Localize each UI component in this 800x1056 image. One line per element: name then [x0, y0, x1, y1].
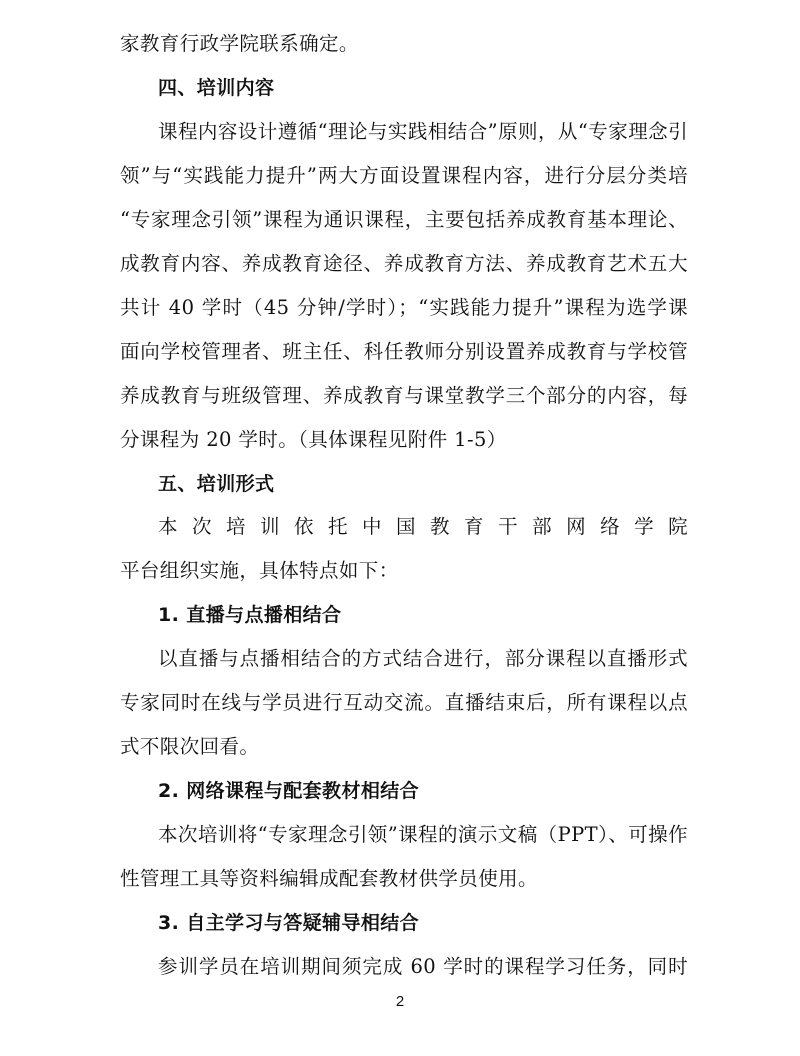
paragraph-line: 课程内容设计遵循“理论与实践相结合”原则，从“专家理念引 [158, 120, 688, 143]
paragraph-line: 平台组织实施，具体特点如下： [120, 559, 399, 582]
paragraph-line: 共计 40 学时（45 分钟/学时）；“实践能力提升”课程为选学课 [120, 296, 688, 319]
paragraph-line: 本次培训依托中国教育干部网络学院 [158, 515, 688, 538]
paragraph-line: “专家理念引领”课程为通识课程，主要包括养成教育基本理论、 [120, 208, 688, 231]
page-number: 2 [395, 993, 405, 1010]
paragraph-line: 面向学校管理者、班主任、科任教师分别设置养成教育与学校管 [120, 340, 688, 363]
paragraph-line: 性管理工具等资料编辑成配套教材供学员使用。 [120, 867, 538, 890]
paragraph-line: 养成教育与班级管理、养成教育与课堂教学三个部分的内容，每 [120, 384, 688, 407]
paragraph-line: 领”与“实践能力提升”两大方面设置课程内容，进行分层分类培 [120, 164, 688, 187]
paragraph-line: 专家同时在线与学员进行互动交流。直播结束后，所有课程以点 [120, 691, 688, 714]
section-heading-training-content: 四、培训内容 [158, 77, 275, 99]
subheading-live-and-on-demand: 1. 直播与点播相结合 [158, 604, 342, 626]
section-heading-training-format: 五、培训形式 [158, 473, 275, 495]
paragraph-line: 成教育内容、养成教育途径、养成教育方法、养成教育艺术五大 [120, 252, 688, 275]
paragraph-line: 参训学员在培训期间须完成 60 学时的课程学习任务，同时 [158, 955, 688, 978]
paragraph-line: 式不限次回看。 [120, 735, 260, 758]
paragraph-line: 本次培训将“专家理念引领”课程的演示文稿（PPT）、可操作 [158, 823, 688, 846]
paragraph-line: 分课程为 20 学时。（具体课程见附件 1-5） [120, 428, 507, 451]
paragraph-line: 家教育行政学院联系确定。 [120, 32, 359, 55]
paragraph-line: 以直播与点播相结合的方式结合进行，部分课程以直播形式 [158, 647, 688, 670]
subheading-online-courses-and-materials: 2. 网络课程与配套教材相结合 [158, 780, 420, 802]
subheading-self-study-and-tutoring: 3. 自主学习与答疑辅导相结合 [158, 912, 420, 934]
